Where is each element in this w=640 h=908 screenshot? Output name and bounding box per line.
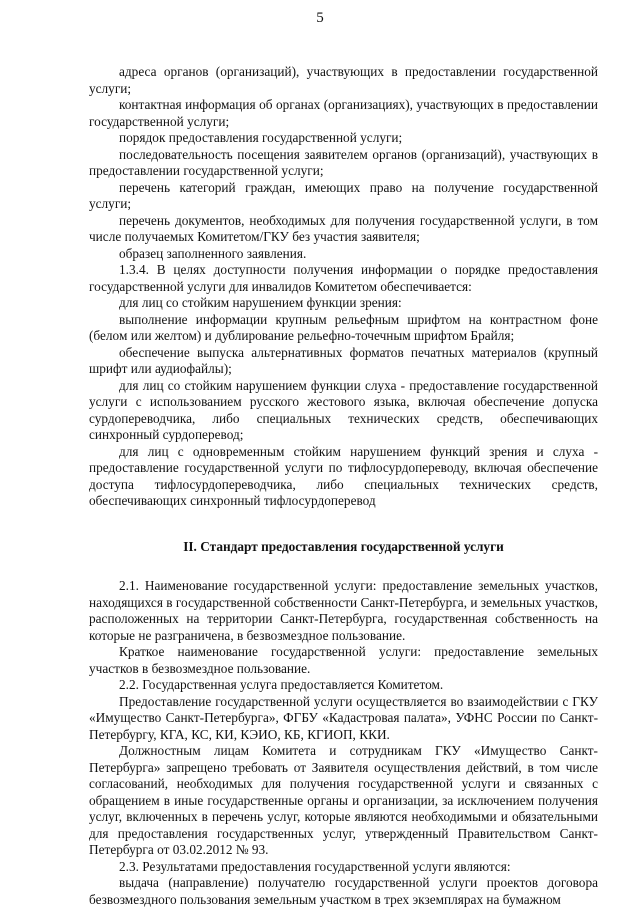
paragraph: для лиц со стойким нарушением функции слуха - предоставление государственной услуги с использованием русского жестового языка, включая обеспечение допуска сурдопереводчика, либо специальных технических средств, обеспечивающих синхронный сурдоперевод; — [89, 377, 598, 442]
paragraph: выполнение информации крупным рельефным шрифтом на контрастном фоне (белом или желтом) и дублирование рельефно-точечным шрифтом Брайля; — [89, 311, 598, 343]
page-number: 5 — [316, 10, 324, 26]
document-body — [89, 64, 598, 908]
paragraph: обеспечение выпуска альтернативных форматов печатных материалов (крупный шрифт или аудиофайлы); — [89, 344, 598, 376]
paragraph: Краткое наименование государственной услуги: предоставление земельных участков в безвозмездное пользование. — [89, 644, 598, 676]
paragraph: для лиц со стойким нарушением функции зрения: — [119, 295, 402, 310]
paragraph: 1.3.4. В целях доступности получения информации о порядке предоставления государственной услуги для инвалидов Комитетом обеспечивается: — [89, 262, 598, 294]
paragraph: контактная информация об органах (организациях), участвующих в предоставлении государственной услуги; — [89, 97, 598, 129]
section-heading: II. Стандарт предоставления государственной услуги — [183, 538, 504, 554]
paragraph: 2.2. Государственная услуга предоставляется Комитетом. — [119, 677, 444, 692]
paragraph: перечень категорий граждан, имеющих право на получение государственной услуги; — [89, 179, 598, 211]
paragraph: 2.1. Наименование государственной услуги: предоставление земельных участков, находящихся в государственной собственности Санкт-Петербурга, и земельных участков, расположенных на территории Санкт-Петербурга, государственная собственность на которые не разграничена, в безвозмездное пользование. — [89, 578, 598, 643]
paragraph: Предоставление государственной услуги осуществляется во взаимодействии с ГКУ «Имущество Санкт-Петербурга», ФГБУ «Кадастровая палата», УФНС России по Санкт-Петербургу, КГА, КС, КИ, КЭИО, КБ, КГИОП, ККИ. — [89, 693, 598, 742]
paragraph: последовательность посещения заявителем органов (организаций), участвующих в предоставлении государственной услуги; — [89, 146, 598, 178]
paragraph: 2.3. Результатами предоставления государственной услуги являются: — [119, 858, 511, 874]
paragraph: выдача (направление) получателю государственной услуги проектов договора безвозмездного пользования земельным участком в трех экземплярах на бумажном — [89, 875, 598, 907]
paragraph: Должностным лицам Комитета и сотрудникам ГКУ «Имущество Санкт-Петербурга» запрещено требовать от Заявителя осуществления действий, в том числе согласований, необходимых для получения государственной услуги и связанных с обращением в иные государственные органы и организации, за исключением получения услуг, включенных в перечень услуг, которые являются необходимыми и обязательными для предоставления государственных услуг, утвержденный Правительством Санкт-Петербурга от 03.02.2012 № 93. — [89, 743, 598, 857]
paragraph: для лиц с одновременным стойким нарушением функций зрения и слуха - предоставление государственной услуги по тифлосурдопереводу, включая обеспечение доступа тифлосурдопереводчика, либо специальных технических средств, обеспечивающих синхронный тифлосурдоперевод — [89, 443, 598, 508]
paragraph: адреса органов (организаций), участвующих в предоставлении государственной услуги; — [89, 64, 598, 96]
paragraph: перечень документов, необходимых для получения государственной услуги, в том числе получаемых Комитетом/ГКУ без участия заявителя; — [89, 212, 598, 244]
paragraph: образец заполненного заявления. — [119, 245, 307, 261]
paragraph: порядок предоставления государственной услуги; — [119, 130, 403, 145]
